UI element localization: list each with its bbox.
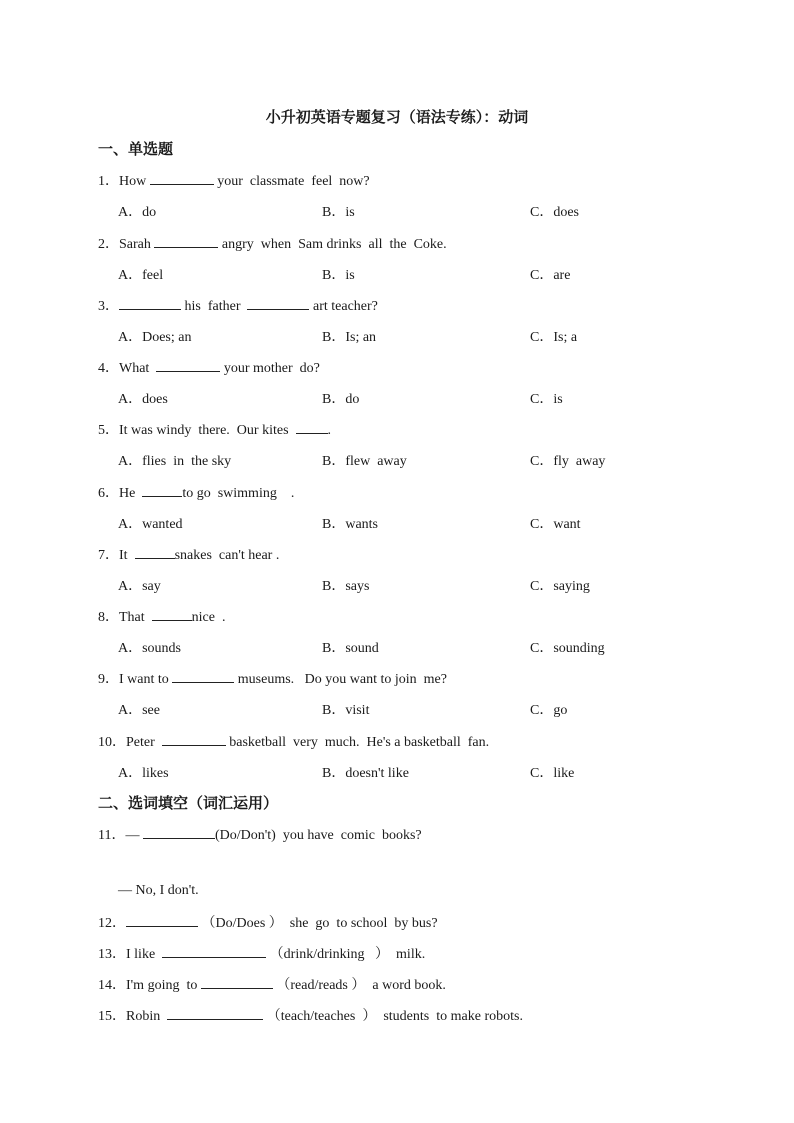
option-a[interactable]: A．Does; an [118,330,192,345]
answer-blank[interactable] [135,544,175,559]
option-a[interactable]: A．wanted [118,517,183,532]
question-15: 15．Robin （teach/teaches ） students to make robots. [98,1005,523,1025]
option-b[interactable]: B．flew away [322,454,407,469]
option-a[interactable]: A．likes [118,766,169,781]
answer-blank[interactable] [152,606,192,621]
answer-blank[interactable] [172,668,234,683]
option-a[interactable]: A．say [118,579,161,594]
answer-blank[interactable] [156,357,220,372]
option-b[interactable]: B．visit [322,703,370,718]
option-c[interactable]: C．go [530,703,568,718]
option-a[interactable]: A．does [118,392,168,407]
question-14: 14．I'm going to （read/reads ） a word book. [98,974,446,994]
option-b[interactable]: B．sound [322,641,379,656]
section-heading-word-fill: 二、选词填空（词汇运用） [98,794,279,812]
question-6: 6．He to go swimming . [98,482,294,502]
option-b[interactable]: B．wants [322,517,378,532]
option-b[interactable]: B．is [322,268,355,283]
option-c[interactable]: C．want [530,517,581,532]
option-c[interactable]: C．fly away [530,454,606,469]
option-c[interactable]: C．like [530,766,575,781]
option-a[interactable]: A．see [118,703,160,718]
question-8: 8．That nice . [98,606,225,626]
option-b[interactable]: B．do [322,392,360,407]
worksheet-title: 小升初英语专题复习（语法专练）：动词 [265,108,529,126]
question-11: 11．— (Do/Don't) you have comic books? [98,824,422,844]
answer-blank[interactable] [119,295,181,310]
answer-blank[interactable] [247,295,309,310]
option-c[interactable]: C．are [530,268,571,283]
option-c[interactable]: C．does [530,205,579,220]
option-c[interactable]: C．sounding [530,641,605,656]
option-a[interactable]: A．do [118,205,157,220]
question-12: 12． （Do/Does ） she go to school by bus? [98,912,438,932]
answer-blank[interactable] [126,912,198,927]
answer-blank[interactable] [296,419,328,434]
question-2: 2．Sarah angry when Sam drinks all the Coke. [98,233,447,253]
answer-blank[interactable] [201,974,273,989]
question-5: 5．It was windy there. Our kites . [98,419,331,439]
answer-blank[interactable] [154,233,218,248]
question-4: 4．What your mother do? [98,357,320,377]
question-13: 13．I like （drink/drinking ） milk. [98,943,425,963]
answer-blank[interactable] [142,482,182,497]
option-c[interactable]: C．Is; a [530,330,578,345]
answer-blank[interactable] [150,170,214,185]
question-1: 1．How your classmate feel now? [98,170,370,190]
question-11-reply: — No, I don't. [118,883,199,898]
answer-blank[interactable] [167,1005,263,1020]
answer-blank[interactable] [143,824,215,839]
option-a[interactable]: A．flies in the sky [118,454,232,469]
answer-blank[interactable] [162,731,226,746]
question-7: 7．It snakes can't hear . [98,544,279,564]
option-a[interactable]: A．sounds [118,641,182,656]
option-b[interactable]: B．Is; an [322,330,377,345]
option-b[interactable]: B．doesn't like [322,766,409,781]
section-heading-single-choice: 一、单选题 [98,140,174,158]
question-3: 3． his father art teacher? [98,295,378,315]
option-a[interactable]: A．feel [118,268,164,283]
option-b[interactable]: B．says [322,579,370,594]
question-9: 9．I want to museums. Do you want to join me? [98,668,447,688]
option-c[interactable]: C．saying [530,579,590,594]
answer-blank[interactable] [162,943,266,958]
question-10: 10．Peter basketball very much. He's a basketball fan. [98,731,489,751]
option-c[interactable]: C．is [530,392,563,407]
option-b[interactable]: B．is [322,205,355,220]
